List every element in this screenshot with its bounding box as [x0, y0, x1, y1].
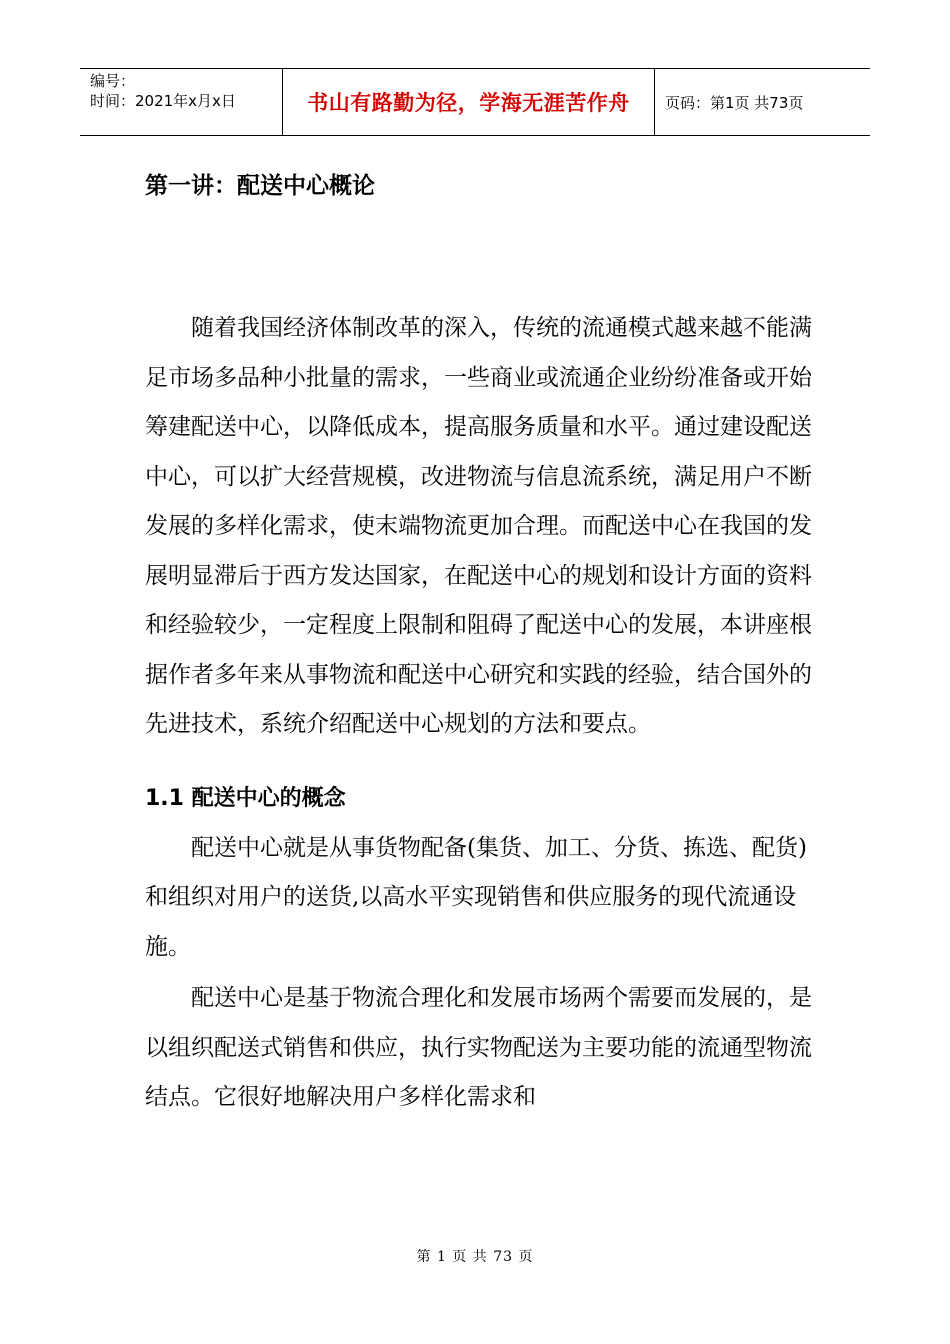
document-header — [80, 68, 870, 136]
page-footer: 第 1 页 共 73 页 — [416, 1249, 534, 1265]
header-meta-cell — [80, 69, 283, 135]
document-time-label: 时间：2021年x月x日 — [90, 92, 236, 110]
definition-paragraph: 配送中心就是从事货物配备(集货、加工、分货、拣选、配货)和组织对用户的送货,以高水平实现销售和供应服务的现代流通设施。 — [145, 834, 807, 960]
document-body — [145, 166, 825, 1123]
description-paragraph: 配送中心是基于物流合理化和发展市场两个需要而发展的，是以组织配送式销售和供应，执行实物配送为主要功能的流通型物流结点。它很好地解决用户多样化需求和 — [145, 985, 812, 1110]
document-number-label: 编号： — [90, 72, 136, 90]
header-page-info: 页码：第1页 共73页 — [665, 93, 804, 112]
section-heading: 1.1 配送中心的概念 — [145, 785, 346, 811]
lecture-title: 第一讲：配送中心概论 — [145, 173, 375, 199]
intro-paragraph: 随着我国经济体制改革的深入，传统的流通模式越来越不能满足市场多品种小批量的需求，一些商业或流通企业纷纷准备或开始筹建配送中心，以降低成本，提高服务质量和水平。通过建设配送中心，可以扩大经营规模，改进物流与信息流系统，满足用户不断发展的多样化需求，使末端物流更加合理。而配送中心在我国的发展明显滞后于西方发达国家，在配送中心的规划和设计方面的资料和经验较少，一定程度上限制和阻碍了配送中心的发展，本讲座根据作者多年来从事物流和配送中心研究和实践的经验，结合国外的先进技术，系统介绍配送中心规划的方法和要点。 — [145, 315, 812, 737]
header-motto: 书山有路勤为径，学海无涯苦作舟 — [283, 69, 655, 135]
